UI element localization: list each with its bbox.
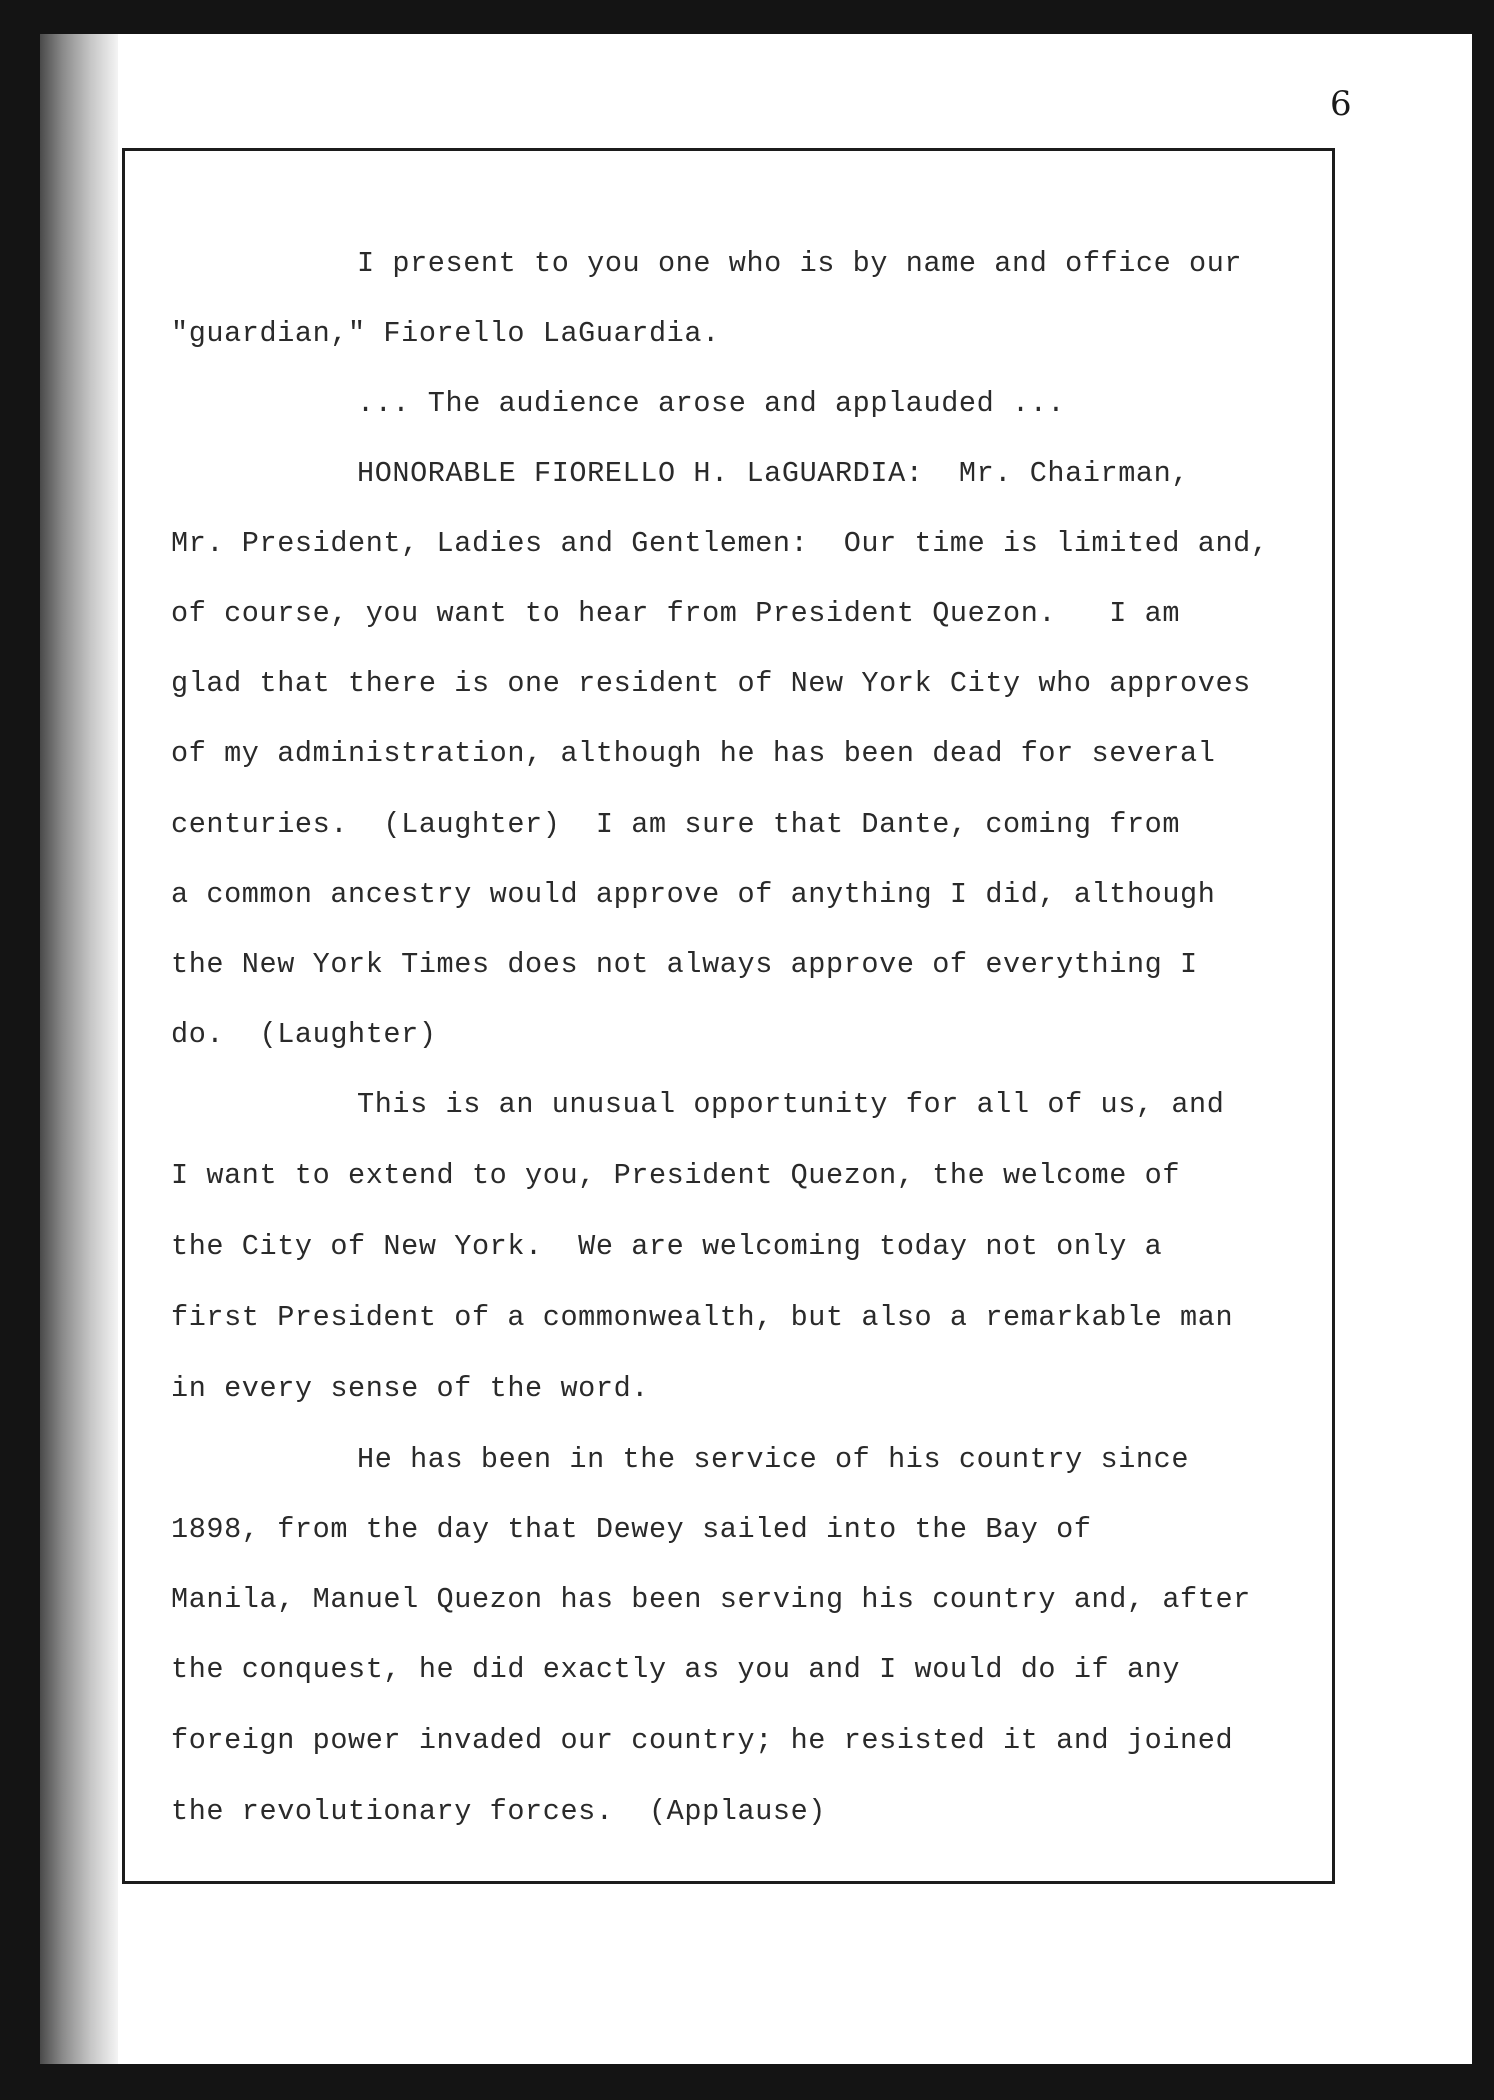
document-page (40, 34, 1472, 2064)
text-line: first President of a commonwealth, but also a remarkable man (171, 1301, 1234, 1334)
text-line: Mr. President, Ladies and Gentlemen: Our time is limited and, (171, 527, 1269, 560)
text-line: This is an unusual opportunity for all of us, and (357, 1088, 1225, 1121)
text-line: the conquest, he did exactly as you and I would do if any (171, 1653, 1181, 1686)
text-line: do. (Laughter) (171, 1018, 437, 1051)
text-line: I present to you one who is by name and office our (357, 247, 1243, 280)
text-line: glad that there is one resident of New York City who approves (171, 667, 1251, 700)
text-line: in every sense of the word. (171, 1372, 649, 1405)
text-line: of my administration, although he has been dead for several (171, 737, 1216, 770)
text-line: I want to extend to you, President Quezon, the welcome of (171, 1159, 1181, 1192)
body-text (171, 34, 1401, 1828)
text-line: of course, you want to hear from President Quezon. I am (171, 597, 1181, 630)
text-line: a common ancestry would approve of anything I did, although (171, 878, 1216, 911)
page-number: 6 (1330, 84, 1352, 124)
text-line: ... The audience arose and applauded ... (357, 387, 1066, 420)
text-line: foreign power invaded our country; he resisted it and joined (171, 1724, 1234, 1757)
text-line: Manila, Manuel Quezon has been serving his country and, after (171, 1583, 1251, 1616)
text-line: 1898, from the day that Dewey sailed into the Bay of (171, 1513, 1092, 1546)
text-line: the City of New York. We are welcoming today not only a (171, 1230, 1163, 1263)
text-line: HONORABLE FIORELLO H. LaGUARDIA: Mr. Chairman, (357, 457, 1190, 490)
text-line: He has been in the service of his country since (357, 1443, 1190, 1476)
text-line: centuries. (Laughter) I am sure that Dante, coming from (171, 808, 1181, 841)
text-line: the New York Times does not always approve of everything I (171, 948, 1198, 981)
text-line: "guardian," Fiorello LaGuardia. (171, 317, 720, 350)
binding-shadow (40, 34, 118, 2064)
text-line: the revolutionary forces. (Applause) (171, 1795, 827, 1828)
